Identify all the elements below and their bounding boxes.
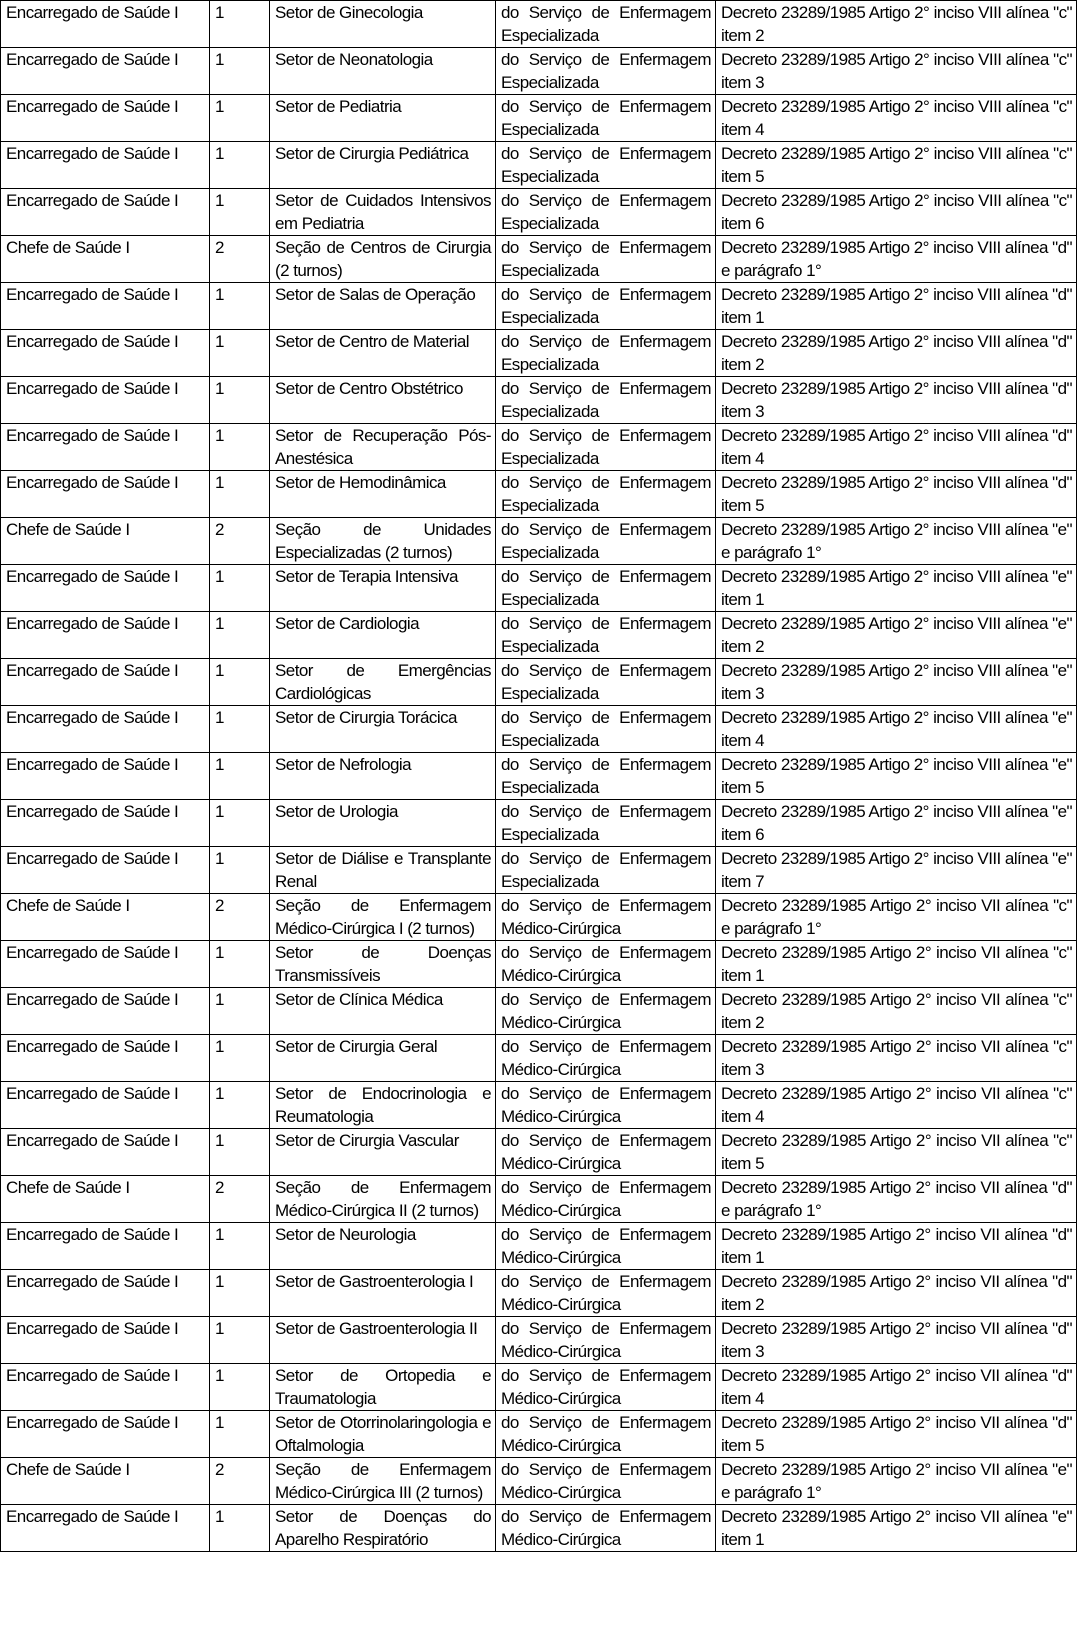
legal-basis-cell: Decreto 23289/1985 Artigo 2° inciso VII alínea "c" e parágrafo 1° xyxy=(716,894,1077,941)
table-row xyxy=(1,330,1077,377)
table-row xyxy=(1,1317,1077,1364)
table-row xyxy=(1,377,1077,424)
legal-basis-cell: Decreto 23289/1985 Artigo 2° inciso VIII alínea "d" e parágrafo 1° xyxy=(716,236,1077,283)
cargo-cell: Encarregado de Saúde I xyxy=(1,424,210,471)
unit-cell: Setor de Doenças Transmissíveis xyxy=(270,941,496,988)
cargo-cell: Chefe de Saúde I xyxy=(1,1458,210,1505)
service-cell: do Serviço de Enfermagem Especializada xyxy=(496,283,716,330)
legal-basis-cell: Decreto 23289/1985 Artigo 2° inciso VIII alínea "c" item 3 xyxy=(716,48,1077,95)
unit-cell: Setor de Cirurgia Geral xyxy=(270,1035,496,1082)
service-cell: do Serviço de Enfermagem Médico-Cirúrgica xyxy=(496,894,716,941)
unit-cell: Setor de Ginecologia xyxy=(270,1,496,48)
unit-cell: Setor de Neurologia xyxy=(270,1223,496,1270)
table-row xyxy=(1,753,1077,800)
unit-cell: Setor de Recuperação Pós-Anestésica xyxy=(270,424,496,471)
quantity-cell: 1 xyxy=(210,1317,270,1364)
service-cell: do Serviço de Enfermagem Médico-Cirúrgica xyxy=(496,1458,716,1505)
quantity-cell: 2 xyxy=(210,894,270,941)
service-cell: do Serviço de Enfermagem Médico-Cirúrgica xyxy=(496,1176,716,1223)
unit-cell: Setor de Cirurgia Pediátrica xyxy=(270,142,496,189)
service-cell: do Serviço de Enfermagem Médico-Cirúrgica xyxy=(496,941,716,988)
table-row xyxy=(1,142,1077,189)
legal-basis-cell: Decreto 23289/1985 Artigo 2° inciso VIII alínea "d" item 2 xyxy=(716,330,1077,377)
legal-basis-cell: Decreto 23289/1985 Artigo 2° inciso VIII alínea "c" item 6 xyxy=(716,189,1077,236)
legal-basis-cell: Decreto 23289/1985 Artigo 2° inciso VII alínea "e" item 1 xyxy=(716,1505,1077,1552)
cargo-cell: Encarregado de Saúde I xyxy=(1,1364,210,1411)
legal-basis-cell: Decreto 23289/1985 Artigo 2° inciso VIII alínea "e" item 4 xyxy=(716,706,1077,753)
quantity-cell: 1 xyxy=(210,283,270,330)
service-cell: do Serviço de Enfermagem Médico-Cirúrgica xyxy=(496,988,716,1035)
quantity-cell: 1 xyxy=(210,1,270,48)
quantity-cell: 1 xyxy=(210,1129,270,1176)
quantity-cell: 1 xyxy=(210,847,270,894)
legal-basis-cell: Decreto 23289/1985 Artigo 2° inciso VIII alínea "c" item 5 xyxy=(716,142,1077,189)
legal-basis-cell: Decreto 23289/1985 Artigo 2° inciso VII alínea "c" item 4 xyxy=(716,1082,1077,1129)
table-row xyxy=(1,1129,1077,1176)
quantity-cell: 2 xyxy=(210,1176,270,1223)
unit-cell: Setor de Hemodinâmica xyxy=(270,471,496,518)
cargo-cell: Chefe de Saúde I xyxy=(1,894,210,941)
unit-cell: Setor de Cirurgia Torácica xyxy=(270,706,496,753)
table-row xyxy=(1,1035,1077,1082)
service-cell: do Serviço de Enfermagem Especializada xyxy=(496,142,716,189)
quantity-cell: 1 xyxy=(210,565,270,612)
quantity-cell: 1 xyxy=(210,1364,270,1411)
service-cell: do Serviço de Enfermagem Especializada xyxy=(496,1,716,48)
legal-basis-cell: Decreto 23289/1985 Artigo 2° inciso VII alínea "d" item 3 xyxy=(716,1317,1077,1364)
quantity-cell: 1 xyxy=(210,189,270,236)
table-row xyxy=(1,565,1077,612)
service-cell: do Serviço de Enfermagem Médico-Cirúrgica xyxy=(496,1364,716,1411)
unit-cell: Setor de Nefrologia xyxy=(270,753,496,800)
cargo-cell: Chefe de Saúde I xyxy=(1,1176,210,1223)
unit-cell: Setor de Neonatologia xyxy=(270,48,496,95)
legal-basis-cell: Decreto 23289/1985 Artigo 2° inciso VII alínea "d" item 1 xyxy=(716,1223,1077,1270)
legal-basis-cell: Decreto 23289/1985 Artigo 2° inciso VII alínea "d" item 2 xyxy=(716,1270,1077,1317)
table-row xyxy=(1,941,1077,988)
service-cell: do Serviço de Enfermagem Médico-Cirúrgica xyxy=(496,1223,716,1270)
legal-basis-cell: Decreto 23289/1985 Artigo 2° inciso VIII alínea "e" item 1 xyxy=(716,565,1077,612)
service-cell: do Serviço de Enfermagem Especializada xyxy=(496,48,716,95)
unit-cell: Setor de Emergências Cardiológicas xyxy=(270,659,496,706)
service-cell: do Serviço de Enfermagem Especializada xyxy=(496,753,716,800)
unit-cell: Setor de Salas de Operação xyxy=(270,283,496,330)
quantity-cell: 1 xyxy=(210,941,270,988)
cargo-cell: Encarregado de Saúde I xyxy=(1,706,210,753)
legal-basis-cell: Decreto 23289/1985 Artigo 2° inciso VIII alínea "d" item 5 xyxy=(716,471,1077,518)
table-row xyxy=(1,471,1077,518)
cargo-cell: Encarregado de Saúde I xyxy=(1,1505,210,1552)
positions-table-body xyxy=(1,1,1077,1552)
quantity-cell: 1 xyxy=(210,612,270,659)
quantity-cell: 1 xyxy=(210,1505,270,1552)
service-cell: do Serviço de Enfermagem Especializada xyxy=(496,706,716,753)
table-row xyxy=(1,894,1077,941)
service-cell: do Serviço de Enfermagem Médico-Cirúrgica xyxy=(496,1035,716,1082)
table-row xyxy=(1,189,1077,236)
legal-basis-cell: Decreto 23289/1985 Artigo 2° inciso VIII alínea "e" item 5 xyxy=(716,753,1077,800)
legal-basis-cell: Decreto 23289/1985 Artigo 2° inciso VIII alínea "c" item 2 xyxy=(716,1,1077,48)
quantity-cell: 1 xyxy=(210,48,270,95)
quantity-cell: 2 xyxy=(210,236,270,283)
table-row xyxy=(1,1082,1077,1129)
cargo-cell: Encarregado de Saúde I xyxy=(1,1035,210,1082)
unit-cell: Setor de Cirurgia Vascular xyxy=(270,1129,496,1176)
legal-basis-cell: Decreto 23289/1985 Artigo 2° inciso VIII alínea "d" item 4 xyxy=(716,424,1077,471)
cargo-cell: Encarregado de Saúde I xyxy=(1,142,210,189)
unit-cell: Setor de Otorrinolaringologia e Oftalmologia xyxy=(270,1411,496,1458)
legal-basis-cell: Decreto 23289/1985 Artigo 2° inciso VIII alínea "e" item 6 xyxy=(716,800,1077,847)
service-cell: do Serviço de Enfermagem Especializada xyxy=(496,377,716,424)
unit-cell: Setor de Centro de Material xyxy=(270,330,496,377)
cargo-cell: Encarregado de Saúde I xyxy=(1,1223,210,1270)
table-row xyxy=(1,1364,1077,1411)
quantity-cell: 1 xyxy=(210,95,270,142)
service-cell: do Serviço de Enfermagem Especializada xyxy=(496,565,716,612)
unit-cell: Seção de Unidades Especializadas (2 turnos) xyxy=(270,518,496,565)
cargo-cell: Encarregado de Saúde I xyxy=(1,800,210,847)
unit-cell: Setor de Centro Obstétrico xyxy=(270,377,496,424)
legal-basis-cell: Decreto 23289/1985 Artigo 2° inciso VIII alínea "e" item 3 xyxy=(716,659,1077,706)
service-cell: do Serviço de Enfermagem Especializada xyxy=(496,424,716,471)
service-cell: do Serviço de Enfermagem Especializada xyxy=(496,189,716,236)
unit-cell: Setor de Cardiologia xyxy=(270,612,496,659)
unit-cell: Setor de Terapia Intensiva xyxy=(270,565,496,612)
quantity-cell: 1 xyxy=(210,1082,270,1129)
cargo-cell: Encarregado de Saúde I xyxy=(1,471,210,518)
table-row xyxy=(1,612,1077,659)
quantity-cell: 1 xyxy=(210,753,270,800)
unit-cell: Setor de Gastroenterologia II xyxy=(270,1317,496,1364)
service-cell: do Serviço de Enfermagem Médico-Cirúrgica xyxy=(496,1411,716,1458)
legal-basis-cell: Decreto 23289/1985 Artigo 2° inciso VIII alínea "e" item 2 xyxy=(716,612,1077,659)
unit-cell: Setor de Gastroenterologia I xyxy=(270,1270,496,1317)
table-row xyxy=(1,95,1077,142)
service-cell: do Serviço de Enfermagem Especializada xyxy=(496,518,716,565)
quantity-cell: 1 xyxy=(210,142,270,189)
legal-basis-cell: Decreto 23289/1985 Artigo 2° inciso VII alínea "c" item 1 xyxy=(716,941,1077,988)
legal-basis-cell: Decreto 23289/1985 Artigo 2° inciso VIII alínea "e" item 7 xyxy=(716,847,1077,894)
table-row xyxy=(1,283,1077,330)
table-row xyxy=(1,706,1077,753)
legal-basis-cell: Decreto 23289/1985 Artigo 2° inciso VII alínea "d" e parágrafo 1° xyxy=(716,1176,1077,1223)
unit-cell: Setor de Ortopedia e Traumatologia xyxy=(270,1364,496,1411)
unit-cell: Setor de Doenças do Aparelho Respiratório xyxy=(270,1505,496,1552)
cargo-cell: Encarregado de Saúde I xyxy=(1,847,210,894)
service-cell: do Serviço de Enfermagem Especializada xyxy=(496,236,716,283)
legal-basis-cell: Decreto 23289/1985 Artigo 2° inciso VIII alínea "d" item 3 xyxy=(716,377,1077,424)
table-row xyxy=(1,236,1077,283)
unit-cell: Seção de Centros de Cirurgia (2 turnos) xyxy=(270,236,496,283)
unit-cell: Setor de Cuidados Intensivos em Pediatria xyxy=(270,189,496,236)
table-row xyxy=(1,48,1077,95)
cargo-cell: Encarregado de Saúde I xyxy=(1,283,210,330)
table-row xyxy=(1,424,1077,471)
cargo-cell: Encarregado de Saúde I xyxy=(1,753,210,800)
cargo-cell: Encarregado de Saúde I xyxy=(1,565,210,612)
quantity-cell: 1 xyxy=(210,659,270,706)
legal-basis-cell: Decreto 23289/1985 Artigo 2° inciso VII alínea "c" item 5 xyxy=(716,1129,1077,1176)
quantity-cell: 1 xyxy=(210,471,270,518)
unit-cell: Seção de Enfermagem Médico-Cirúrgica III (2 turnos) xyxy=(270,1458,496,1505)
cargo-cell: Encarregado de Saúde I xyxy=(1,1411,210,1458)
cargo-cell: Encarregado de Saúde I xyxy=(1,377,210,424)
service-cell: do Serviço de Enfermagem Médico-Cirúrgica xyxy=(496,1317,716,1364)
cargo-cell: Chefe de Saúde I xyxy=(1,236,210,283)
quantity-cell: 1 xyxy=(210,377,270,424)
legal-basis-cell: Decreto 23289/1985 Artigo 2° inciso VII alínea "e" e parágrafo 1° xyxy=(716,1458,1077,1505)
service-cell: do Serviço de Enfermagem Especializada xyxy=(496,847,716,894)
legal-basis-cell: Decreto 23289/1985 Artigo 2° inciso VII alínea "c" item 3 xyxy=(716,1035,1077,1082)
quantity-cell: 1 xyxy=(210,1223,270,1270)
cargo-cell: Encarregado de Saúde I xyxy=(1,189,210,236)
legal-basis-cell: Decreto 23289/1985 Artigo 2° inciso VII alínea "d" item 5 xyxy=(716,1411,1077,1458)
service-cell: do Serviço de Enfermagem Médico-Cirúrgica xyxy=(496,1270,716,1317)
service-cell: do Serviço de Enfermagem Médico-Cirúrgica xyxy=(496,1505,716,1552)
table-row xyxy=(1,1223,1077,1270)
quantity-cell: 2 xyxy=(210,518,270,565)
legal-basis-cell: Decreto 23289/1985 Artigo 2° inciso VIII alínea "d" item 1 xyxy=(716,283,1077,330)
service-cell: do Serviço de Enfermagem Especializada xyxy=(496,471,716,518)
table-row xyxy=(1,518,1077,565)
cargo-cell: Encarregado de Saúde I xyxy=(1,612,210,659)
table-row xyxy=(1,847,1077,894)
table-row xyxy=(1,1458,1077,1505)
quantity-cell: 1 xyxy=(210,1411,270,1458)
table-row xyxy=(1,1411,1077,1458)
table-row xyxy=(1,800,1077,847)
cargo-cell: Encarregado de Saúde I xyxy=(1,1129,210,1176)
legal-basis-cell: Decreto 23289/1985 Artigo 2° inciso VII alínea "c" item 2 xyxy=(716,988,1077,1035)
quantity-cell: 1 xyxy=(210,800,270,847)
unit-cell: Setor de Clínica Médica xyxy=(270,988,496,1035)
legal-basis-cell: Decreto 23289/1985 Artigo 2° inciso VIII alínea "c" item 4 xyxy=(716,95,1077,142)
unit-cell: Seção de Enfermagem Médico-Cirúrgica I (2 turnos) xyxy=(270,894,496,941)
service-cell: do Serviço de Enfermagem Médico-Cirúrgica xyxy=(496,1129,716,1176)
cargo-cell: Encarregado de Saúde I xyxy=(1,1,210,48)
legal-basis-cell: Decreto 23289/1985 Artigo 2° inciso VII alínea "d" item 4 xyxy=(716,1364,1077,1411)
service-cell: do Serviço de Enfermagem Especializada xyxy=(496,95,716,142)
cargo-cell: Encarregado de Saúde I xyxy=(1,988,210,1035)
service-cell: do Serviço de Enfermagem Especializada xyxy=(496,659,716,706)
cargo-cell: Encarregado de Saúde I xyxy=(1,1270,210,1317)
table-row xyxy=(1,1176,1077,1223)
quantity-cell: 1 xyxy=(210,330,270,377)
unit-cell: Setor de Pediatria xyxy=(270,95,496,142)
quantity-cell: 1 xyxy=(210,706,270,753)
quantity-cell: 1 xyxy=(210,1035,270,1082)
cargo-cell: Chefe de Saúde I xyxy=(1,518,210,565)
service-cell: do Serviço de Enfermagem Especializada xyxy=(496,330,716,377)
unit-cell: Setor de Urologia xyxy=(270,800,496,847)
table-row xyxy=(1,1,1077,48)
cargo-cell: Encarregado de Saúde I xyxy=(1,1317,210,1364)
unit-cell: Seção de Enfermagem Médico-Cirúrgica II (2 turnos) xyxy=(270,1176,496,1223)
quantity-cell: 1 xyxy=(210,424,270,471)
service-cell: do Serviço de Enfermagem Especializada xyxy=(496,800,716,847)
unit-cell: Setor de Endocrinologia e Reumatologia xyxy=(270,1082,496,1129)
quantity-cell: 2 xyxy=(210,1458,270,1505)
quantity-cell: 1 xyxy=(210,988,270,1035)
cargo-cell: Encarregado de Saúde I xyxy=(1,330,210,377)
table-row xyxy=(1,1505,1077,1552)
service-cell: do Serviço de Enfermagem Especializada xyxy=(496,612,716,659)
cargo-cell: Encarregado de Saúde I xyxy=(1,941,210,988)
cargo-cell: Encarregado de Saúde I xyxy=(1,48,210,95)
legal-basis-cell: Decreto 23289/1985 Artigo 2° inciso VIII alínea "e" e parágrafo 1° xyxy=(716,518,1077,565)
table-row xyxy=(1,1270,1077,1317)
unit-cell: Setor de Diálise e Transplante Renal xyxy=(270,847,496,894)
cargo-cell: Encarregado de Saúde I xyxy=(1,95,210,142)
table-row xyxy=(1,659,1077,706)
service-cell: do Serviço de Enfermagem Médico-Cirúrgica xyxy=(496,1082,716,1129)
cargo-cell: Encarregado de Saúde I xyxy=(1,1082,210,1129)
cargo-cell: Encarregado de Saúde I xyxy=(1,659,210,706)
quantity-cell: 1 xyxy=(210,1270,270,1317)
table-row xyxy=(1,988,1077,1035)
